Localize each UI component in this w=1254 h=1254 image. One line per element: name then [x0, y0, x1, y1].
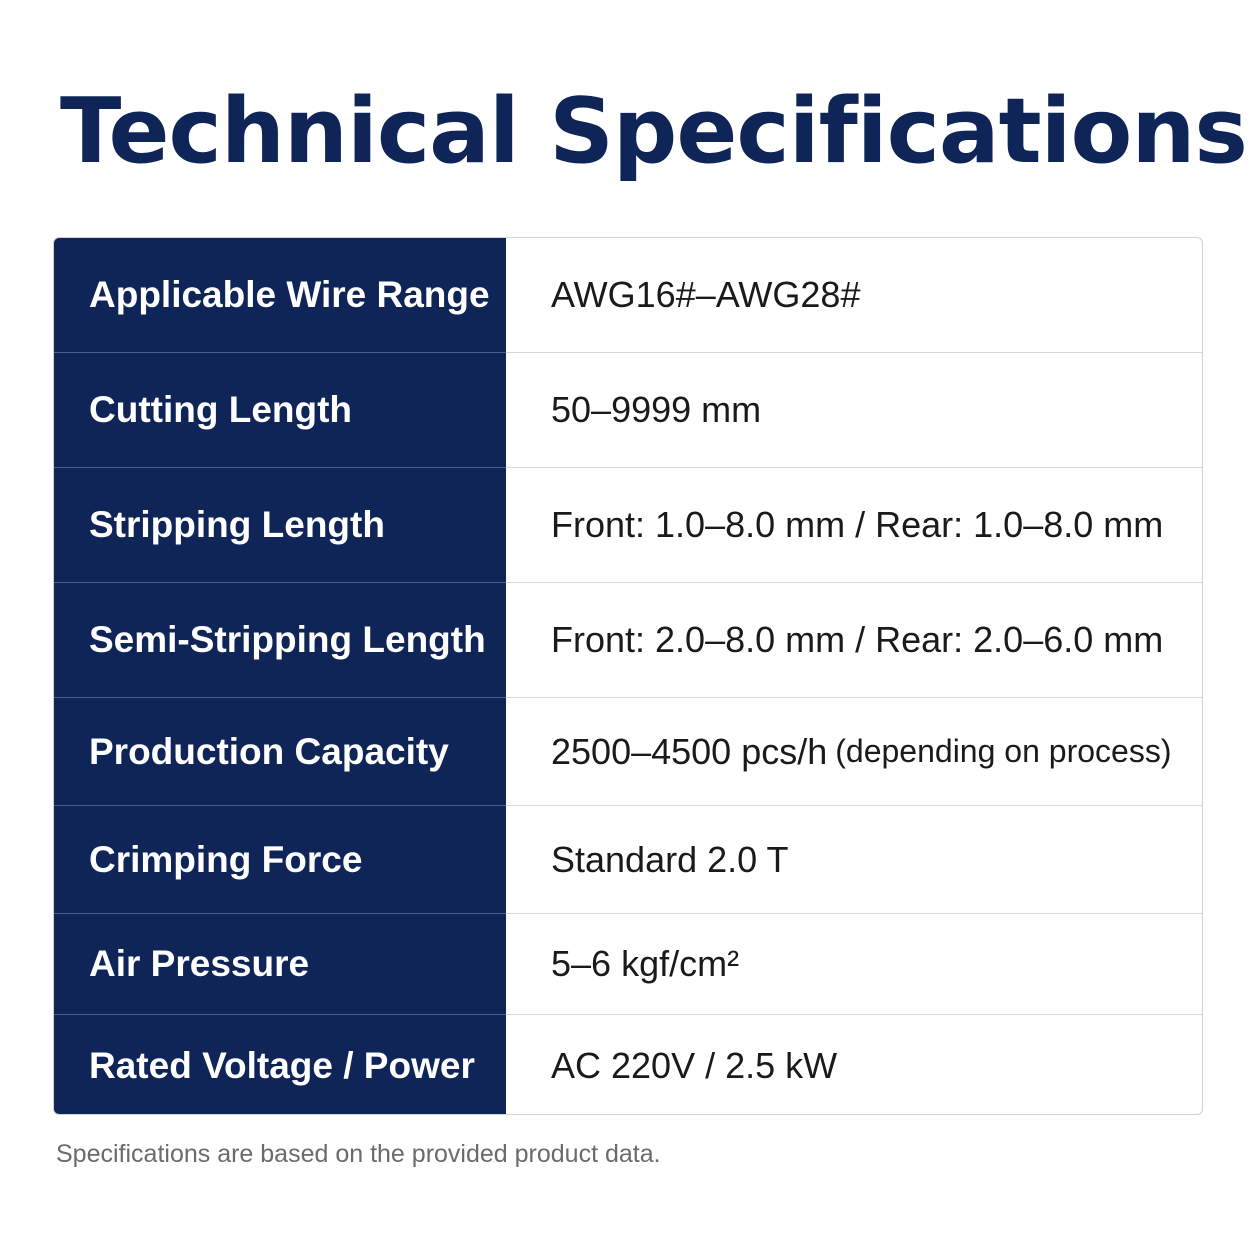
spec-row-crimping-force	[54, 806, 1202, 914]
spec-row-rated-voltage	[54, 1015, 1202, 1115]
spec-row-production-capacity	[54, 698, 1202, 806]
spec-value	[506, 698, 1202, 806]
spec-label: Rated Voltage / Power	[54, 1015, 506, 1115]
spec-value	[506, 238, 1202, 353]
footnote: Specifications are based on the provided product data.	[56, 1140, 661, 1168]
spec-label: Crimping Force	[54, 806, 506, 914]
spec-label: Cutting Length	[54, 353, 506, 468]
spec-value-text: AC 220V / 2.5 kW	[551, 1044, 838, 1086]
spec-row-cutting-length	[54, 353, 1202, 468]
spec-value-text: AWG16#–AWG28#	[551, 274, 861, 315]
spec-value-note: (depending on process)	[835, 733, 1172, 769]
spec-row-wire-range	[54, 238, 1202, 353]
spec-row-stripping-length	[54, 468, 1202, 583]
spec-row-air-pressure	[54, 914, 1202, 1015]
spec-value	[506, 468, 1202, 583]
spec-label: Stripping Length	[54, 468, 506, 583]
spec-value-text: 2500–4500 pcs/h	[551, 730, 828, 772]
page-title: Technical Specifications	[60, 79, 1248, 184]
spec-value-text: Front: 2.0–8.0 mm / Rear: 2.0–6.0 mm	[551, 619, 1164, 660]
spec-label: Applicable Wire Range	[54, 238, 506, 353]
spec-value-text: 50–9999 mm	[551, 389, 762, 430]
spec-value	[506, 806, 1202, 914]
spec-row-semi-stripping-length	[54, 583, 1202, 698]
spec-value-text: 5–6 kgf/cm²	[551, 943, 740, 984]
spec-label: Semi-Stripping Length	[54, 583, 506, 698]
spec-value	[506, 583, 1202, 698]
spec-label: Air Pressure	[54, 914, 506, 1015]
spec-value-text: Standard 2.0 T	[551, 838, 789, 880]
spec-value	[506, 353, 1202, 468]
spec-table	[53, 237, 1203, 1115]
spec-value-text: Front: 1.0–8.0 mm / Rear: 1.0–8.0 mm	[551, 504, 1164, 545]
spec-value	[506, 914, 1202, 1015]
spec-value	[506, 1015, 1202, 1115]
spec-label: Production Capacity	[54, 698, 506, 806]
